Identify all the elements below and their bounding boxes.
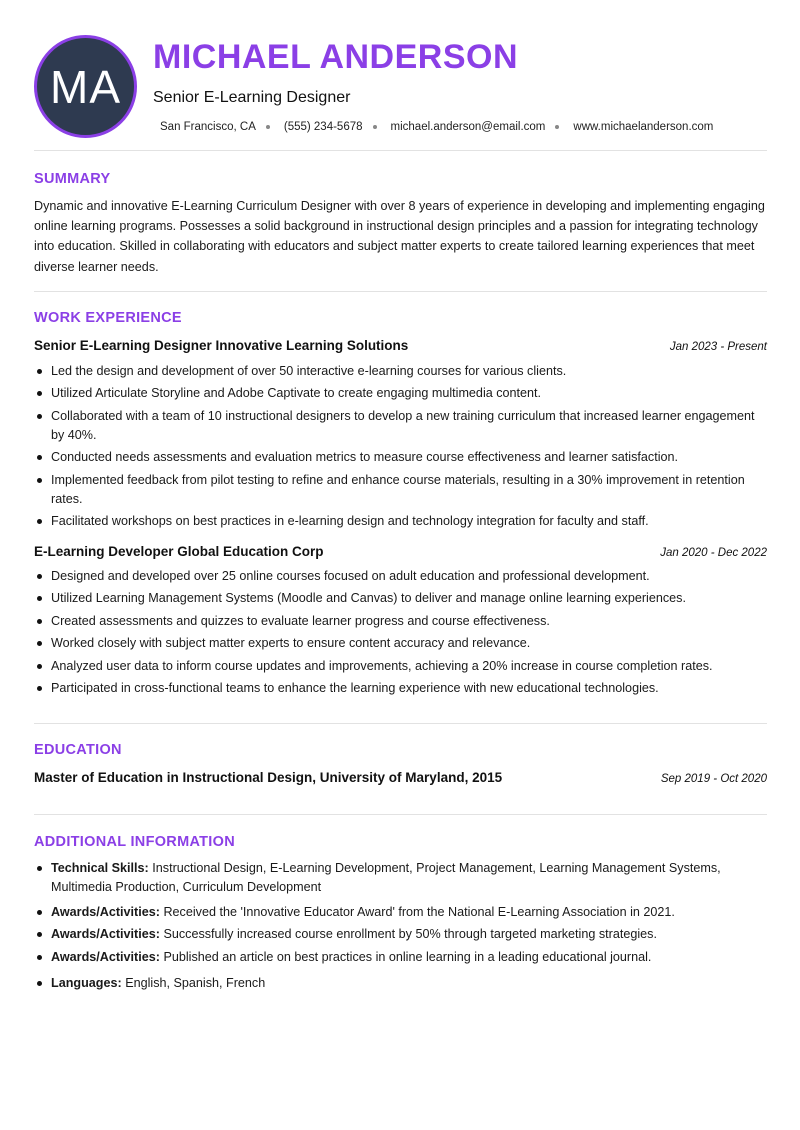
avatar-initials: MA [50,60,121,113]
list-item [34,974,767,993]
education-dates: Sep 2019 - Oct 2020 [660,773,767,785]
list-item: Implemented feedback from pilot testing to refine and enhance course materials, resulting in a 30% improvement in retention rates. [34,471,767,509]
additional-heading: ADDITIONAL INFORMATION [34,834,235,850]
job-header [34,544,767,559]
list-item: Participated in cross-functional teams to enhance the learning experience with new educational technologies. [34,679,767,698]
list-item [34,859,767,897]
separator-dot [555,125,559,129]
item-label: Languages: [51,975,122,990]
list-item: Led the design and development of over 50 interactive e-learning courses for various clients. [34,362,767,381]
separator-dot [373,125,377,129]
summary-heading: SUMMARY [34,171,111,187]
job-dates: Jan 2023 - Present [669,341,767,353]
item-text: Successfully increased course enrollment by 50% through targeted marketing strategies. [163,927,657,942]
list-item: Utilized Articulate Storyline and Adobe Captivate to create engaging multimedia content. [34,384,767,403]
item-label: Awards/Activities: [51,905,160,919]
job-title: E-Learning Developer Global Education Corp [34,544,324,559]
job-bullets [34,567,767,701]
avatar [34,35,137,138]
experience-heading: WORK EXPERIENCE [34,310,182,326]
candidate-title: Senior E-Learning Designer [153,89,351,106]
item-label: Awards/Activities: [51,927,160,942]
contact-website[interactable]: www.michaelanderson.com [573,121,714,133]
divider [34,150,767,151]
separator-dot [266,125,270,129]
list-item [34,925,767,944]
item-text: English, Spanish, French [125,975,266,990]
contact-phone[interactable]: (555) 234-5678 [283,121,363,133]
contact-row [160,121,713,133]
job-dates: Jan 2020 - Dec 2022 [660,547,767,559]
job-title: Senior E-Learning Designer Innovative Learning Solutions [34,338,409,353]
contact-location: San Francisco, CA [160,121,256,133]
item-text: Instructional Design, E-Learning Development, Project Management, Learning Management Systems, Multimedia Production, Curriculum Development [51,861,721,894]
list-item: Facilitated workshops on best practices in e-learning design and technology integration for faculty and staff. [34,512,767,531]
list-item [34,948,767,967]
list-item: Utilized Learning Management Systems (Moodle and Canvas) to deliver and manage online learning experiences. [34,589,767,608]
education-heading: EDUCATION [34,742,122,758]
list-item: Designed and developed over 25 online courses focused on adult education and professional development. [34,567,767,586]
contact-email[interactable]: michael.anderson@email.com [390,121,546,133]
job-bullets [34,362,767,534]
list-item: Analyzed user data to inform course updates and improvements, achieving a 20% increase in course completion rates. [34,657,767,676]
item-text: Published an article on best practices in online learning in a leading educational journal. [163,949,652,964]
list-item: Collaborated with a team of 10 instructional designers to develop a new training curriculum that increased learner engagement by 40%. [34,407,767,445]
item-text: Received the 'Innovative Educator Award' from the National E-Learning Association in 2021. [163,905,675,919]
degree: Master of Education in Instructional Design, University of Maryland, 2015 [34,770,503,785]
list-item: Created assessments and quizzes to evaluate learner progress and course effectiveness. [34,612,767,631]
list-item: Conducted needs assessments and evaluation metrics to measure course effectiveness and learner satisfaction. [34,448,767,467]
summary-text: Dynamic and innovative E-Learning Curriculum Designer with over 8 years of experience in developing and implementing engaging online learning programs. Possesses a solid background in instructional design principles and a passion for integrating technology into education. Skilled in collaborating with educators and subject matter experts to create tailored learning experiences that meet diverse learner needs. [34,199,765,274]
candidate-name: MICHAEL ANDERSON [153,38,519,76]
education-entry [34,770,767,785]
list-item: Worked closely with subject matter experts to ensure content accuracy and relevance. [34,634,767,653]
list-item [34,903,767,922]
divider [34,814,767,815]
job-header [34,338,767,353]
divider [34,723,767,724]
item-label: Technical Skills: [51,861,149,875]
divider [34,291,767,292]
additional-list [34,859,767,996]
item-label: Awards/Activities: [51,949,160,964]
